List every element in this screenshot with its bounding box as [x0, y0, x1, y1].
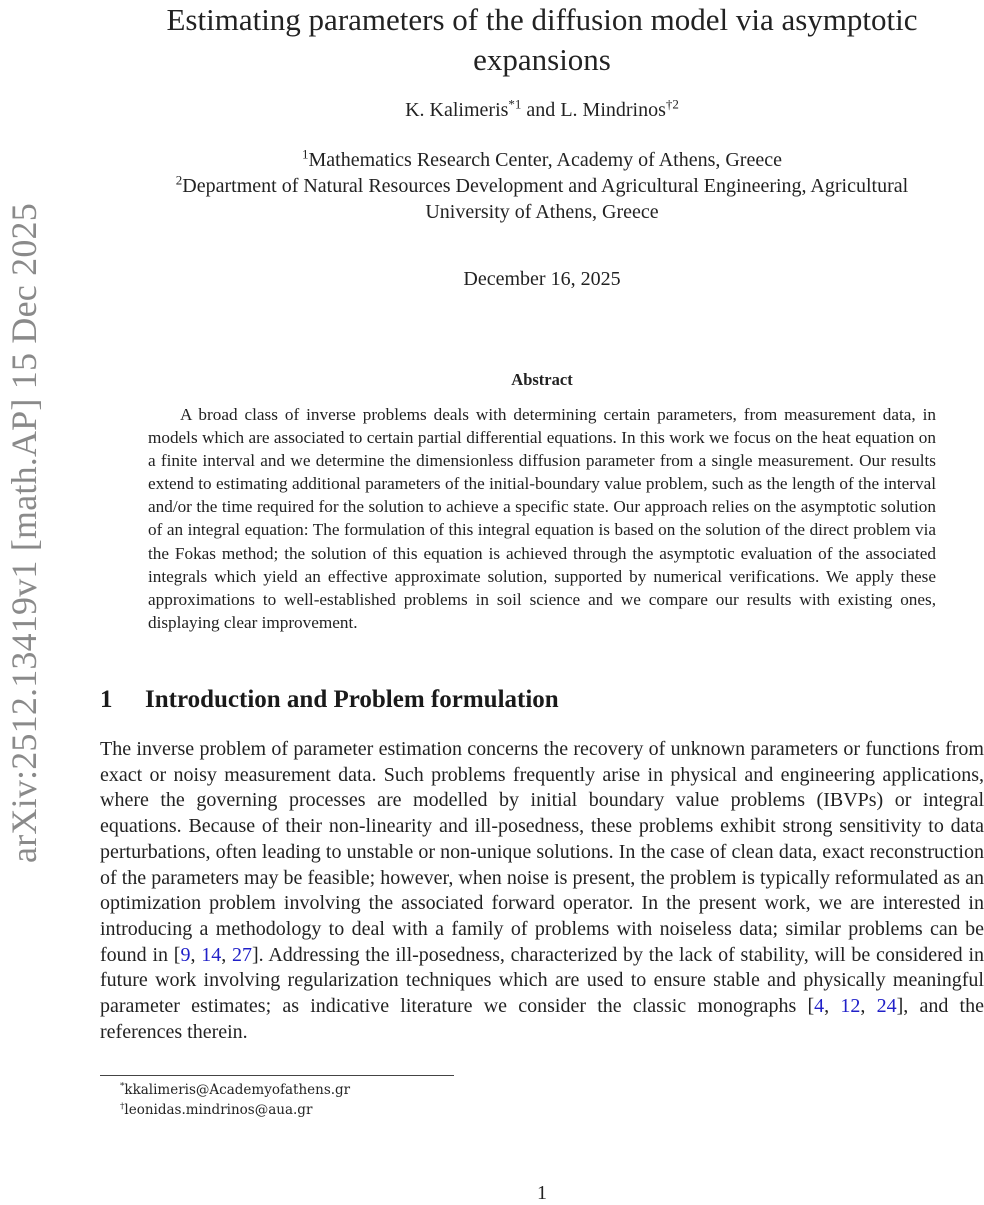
footnote-mark: * — [120, 1081, 125, 1092]
footnote — [120, 1080, 350, 1100]
affiliation-mark: 1 — [302, 146, 309, 162]
affiliation-2 — [100, 173, 984, 199]
footnote-email[interactable]: kkalimeris@Academyofathens.gr — [124, 1082, 351, 1098]
author-separator: and — [521, 99, 561, 121]
affiliation-1 — [100, 147, 984, 173]
footnotes — [120, 1080, 350, 1120]
affiliation-text: Mathematics Research Center, Academy of Athens, Greece — [308, 149, 782, 171]
footnote-email[interactable]: leonidas.mindrinos@aua.gr — [124, 1102, 313, 1118]
citation-link[interactable]: 27 — [232, 943, 253, 966]
title-line-2: expansions — [473, 42, 611, 77]
paper-date: December 16, 2025 — [463, 268, 621, 290]
paragraph-text: ]. Addressing the ill-posedness, characterized by the lack of stability, will be considered in future work involving regularization techniques which are used to ensure stable and physically meaningful parameter estimates; as indicative literature we consider the classic monographs [ — [100, 943, 984, 1018]
intro-paragraph: The inverse problem of parameter estimation concerns the recovery of unknown parameters or functions from exact or noisy measurement data. Such problems frequently arise in physical and engineering applications, where the governing processes are modelled by initial boundary value problems (IBVPs) or integral equations. Because of their non-linearity and ill-posedness, these problems exhibit strong sensitivity to data perturbations, often leading to unstable or non-unique solutions. In the case of clean data, exact reconstruction of the parameters may be feasible; however, when noise is present, the problem is typically reformulated as an optimization problem involving the associated forward operator. In the present work, we are interested in introducing a methodology to deal with a family of problems with noiseless data; similar problems can be found in [9, 14, 27]. Addressing the ill-posedness, characterized by the lack of stability, will be considered in future work involving regularization techniques which are used to ensure stable and physically meaningful parameter estimates; as indicative literature we consider the classic monographs [4, 12, 24], and the references therein. — [100, 738, 984, 1043]
arxiv-id: arXiv:2512.13419v1 [math.AP] 15 Dec 2025 — [4, 203, 44, 863]
paragraph-text: The inverse problem of parameter estimation concerns the recovery of unknown parameters or functions from exact or noisy measurement data. Such problems frequently arise in physical and engineering applications, where the governing processes are modelled by initial boundary value problems (IBVPs) or integral equations. Because of their non-linearity and ill-posedness, these problems exhibit strong sensitivity to data perturbations, often leading to unstable or non-unique solutions. In the case of clean data, exact reconstruction of the parameters may be feasible; however, when noise is present, the problem is typically reformulated as an optimization problem involving the associated forward operator. In the present work, we are interested in introducing a methodology to deal with a family of problems with noiseless data; similar problems can be found in [ — [100, 738, 984, 966]
abstract-text: A broad class of inverse problems deals with determining certain parameters, from measurement data, in models which are associated to certain partial differential equations. In this work we focus on the heat equation on a finite interval and we determine the dimensionless diffusion parameter from a single measurement. Our results extend to estimating additional parameters of the initial-boundary value problem, such as the length of the interval and/or the time required for the solution to achieve a specific state. Our approach relies on the asymptotic solution of an integral equation: The formulation of this integral equation is based on the solution of the direct problem via the Fokas method; the solution of this equation is achieved through the asymptotic evaluation of the associated integrals which yield an effective approximate solution, supported by numerical verifications. We apply these approximations to well-established problems in soil science and we compare our results with existing ones, displaying clear improvement. — [148, 405, 936, 632]
affiliations — [100, 147, 984, 225]
author-marks: †2 — [665, 96, 679, 112]
author-name: K. Kalimeris — [405, 99, 509, 121]
section-title-text: Introduction and Problem formulation — [145, 686, 559, 713]
footnote-divider — [100, 1075, 454, 1076]
paragraph-text: ], and the references therein. — [100, 995, 984, 1043]
footnote — [120, 1100, 350, 1120]
arxiv-sidebar-stamp — [6, 180, 42, 886]
citation-link[interactable]: 9 — [180, 943, 191, 966]
affiliation-text: Department of Natural Resources Development and Agricultural Engineering, Agricultural — [182, 175, 909, 197]
affiliation-2-cont: University of Athens, Greece — [425, 201, 659, 223]
paper-title — [120, 0, 964, 80]
citation-link[interactable]: 14 — [201, 943, 222, 966]
affiliation-mark: 2 — [175, 172, 183, 188]
author-name: L. Mindrinos — [560, 99, 666, 121]
citation-link[interactable]: 12 — [840, 995, 861, 1018]
title-line-1: Estimating parameters of the diffusion model via asymptotic — [166, 2, 918, 37]
page-number: 1 — [537, 1182, 547, 1204]
author-list — [100, 96, 984, 122]
footnote-mark: † — [120, 1101, 125, 1112]
author-marks: *1 — [508, 96, 522, 112]
citation-link[interactable]: 24 — [876, 995, 897, 1018]
abstract-heading: Abstract — [511, 370, 573, 389]
citation-link[interactable]: 4 — [814, 995, 825, 1018]
section-heading — [100, 686, 559, 714]
section-number: 1 — [100, 686, 113, 713]
